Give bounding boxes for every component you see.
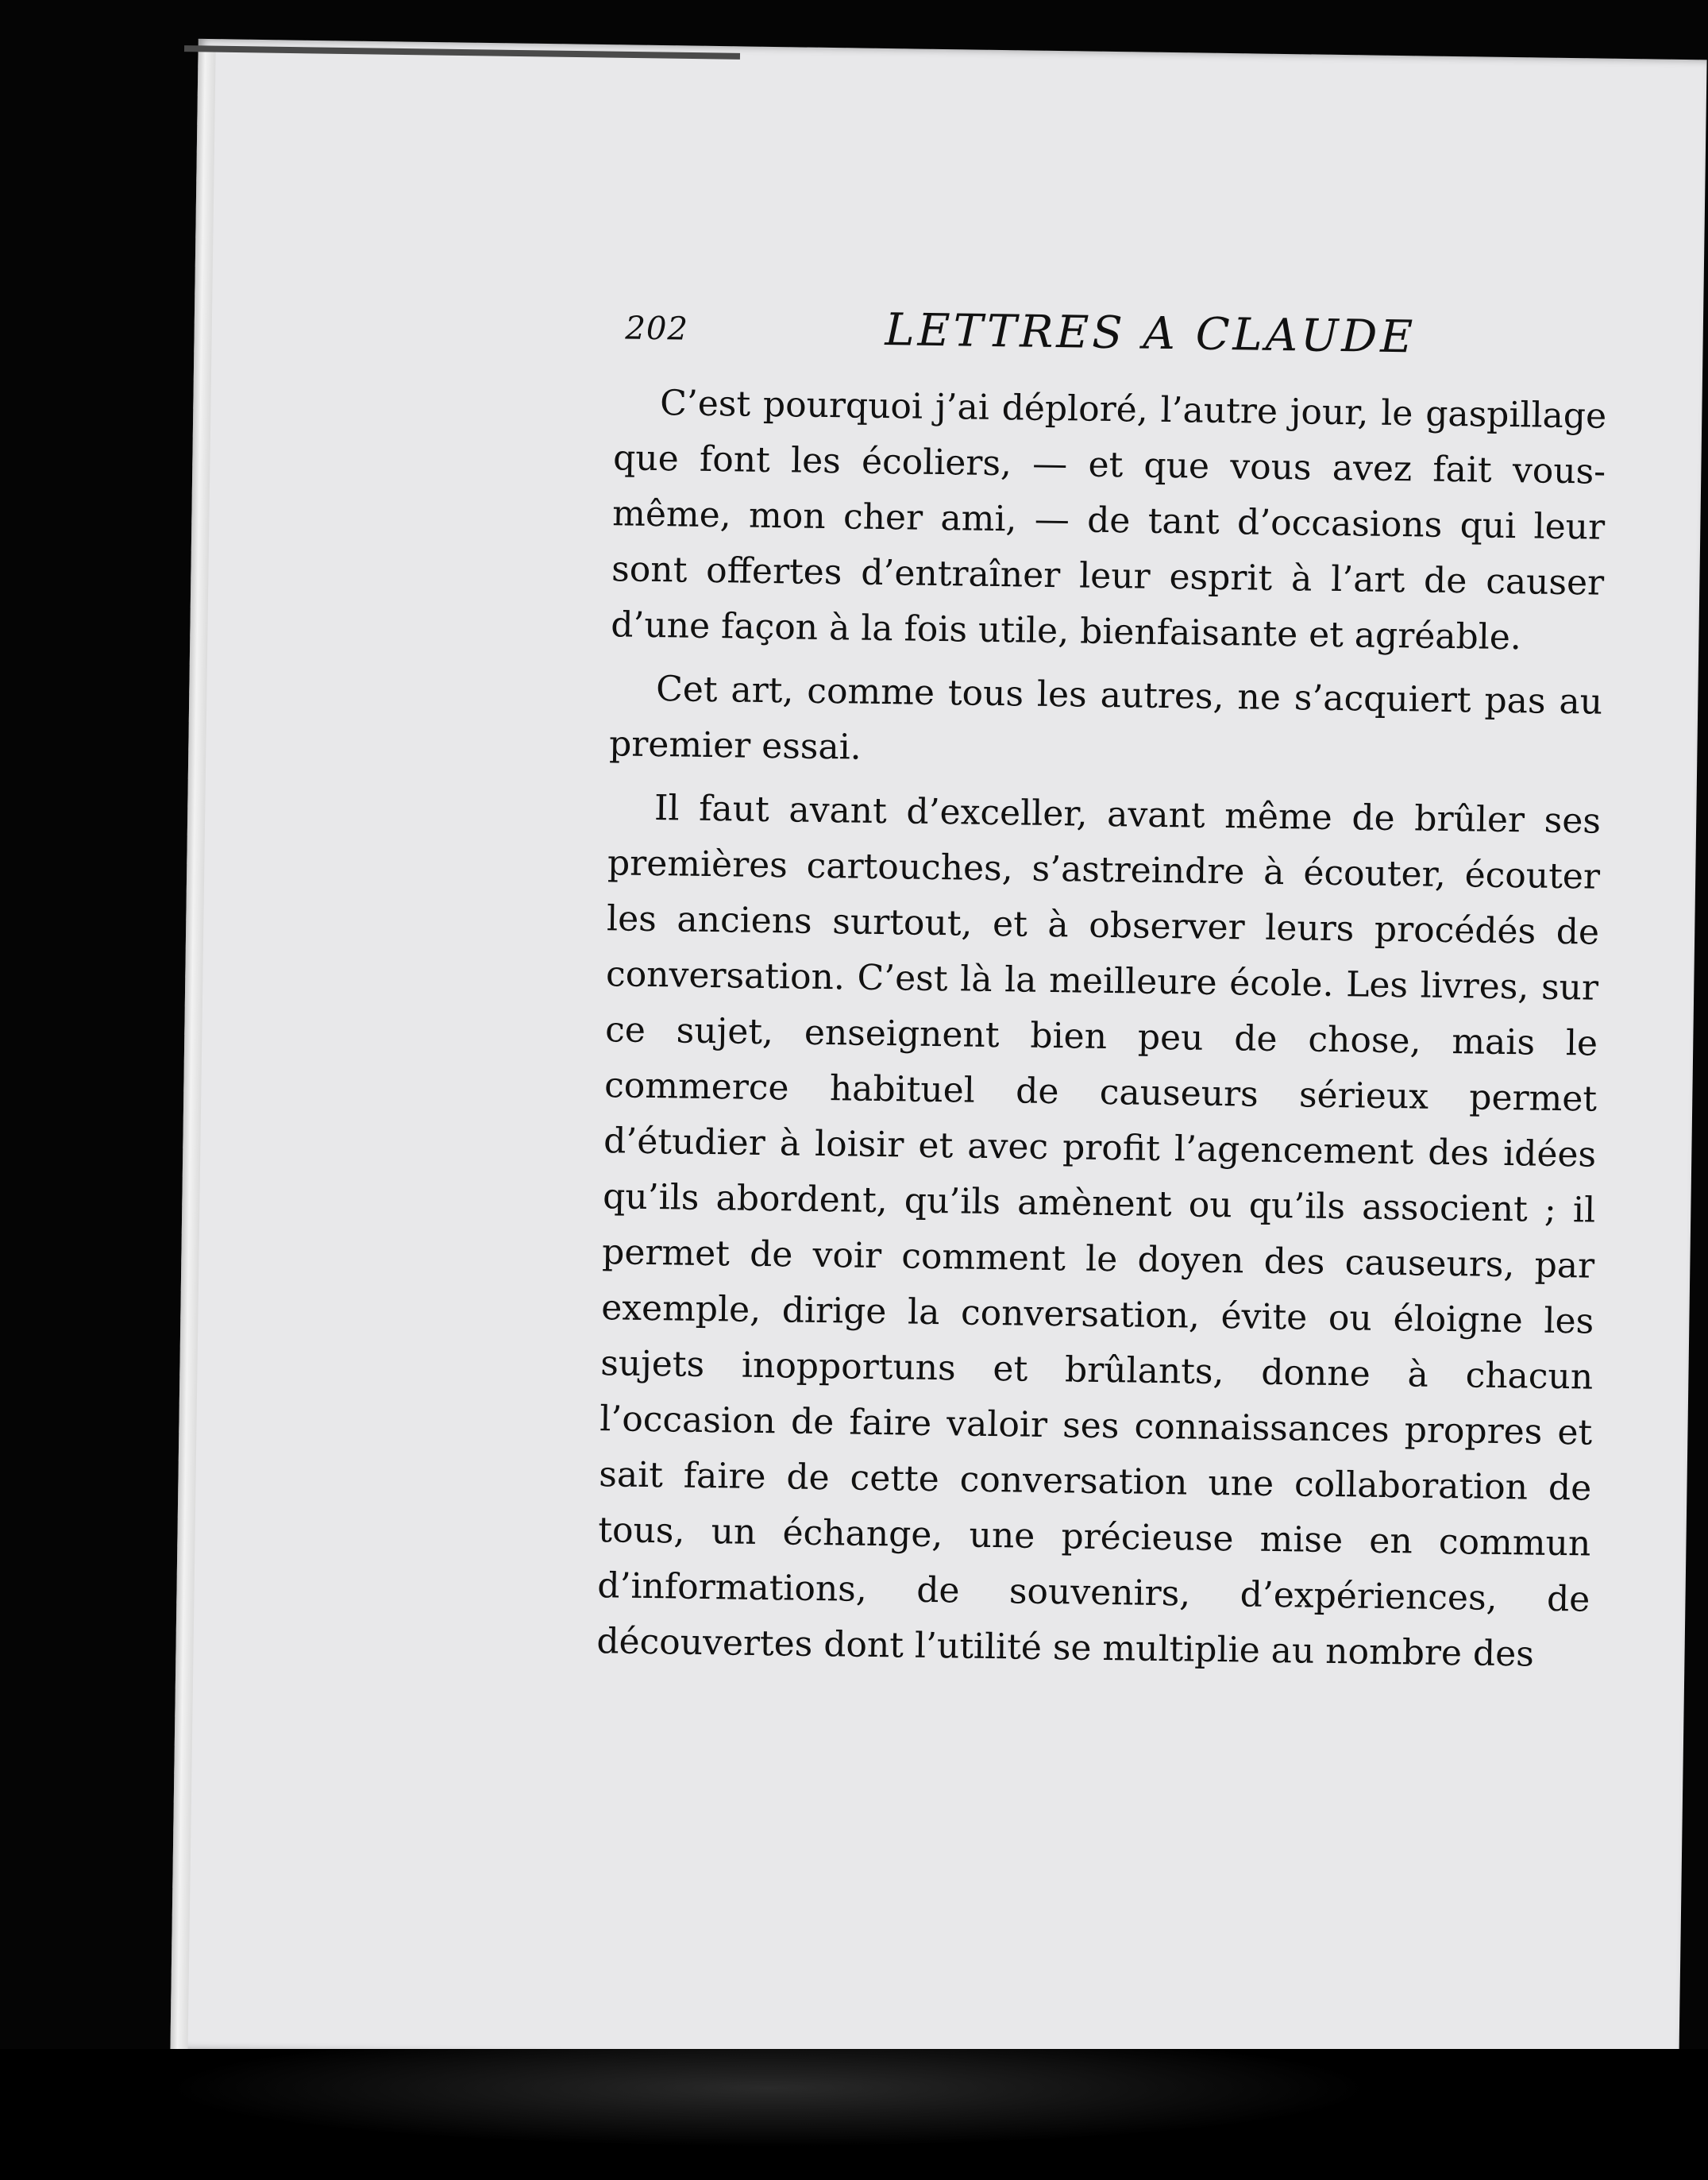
page-content [410, 298, 1620, 1692]
body-text [596, 375, 1607, 1683]
paragraph: Cet art, comme tous les autres, ne s’acquiert pas au premier essai. [608, 669, 1603, 768]
scan-bottom-shadow [0, 2049, 1708, 2180]
page-number: 202 [625, 310, 689, 348]
paragraph: Il faut avant d’exceller, avant même de brûler ses premières cartouches, s’astreindre à écouter, écouter les anciens surtout, et à observer leurs procédés de conversation. C’est là la meilleure école. Les livres, sur ce sujet, enseignent bien peu de chose, mais le commerce habituel de causeurs sérieux permet d’étudier à loisir et avec profit l’agencement des idées qu’ils abordent, qu’ils amènent ou qu’ils associent ; il permet de voir comment le doyen des causeurs, par exemple, dirige la conversation, évite ou éloigne les sujets inopportuns et brûlants, donne à chacun l’occasion de faire valoir ses connaissances propres et sait faire de cette conversation une collaboration de tous, un échange, une précieuse mise en commun d’informations, de souvenirs, d’expériences, de découvertes dont l’utilité se multiplie au nombre des [596, 788, 1602, 1675]
paragraph: C’est pourquoi j’ai déploré, l’autre jour, le gaspillage que font les écoliers, — et que vous avez fait vous-même, mon cher ami, — de tant d’occasions qui leur sont offertes d’entraîner leur esprit à l’art de causer d’une façon à la fois utile, bienfaisante et agréable. [610, 383, 1607, 658]
running-title: LETTRES A CLAUDE [885, 304, 1417, 364]
